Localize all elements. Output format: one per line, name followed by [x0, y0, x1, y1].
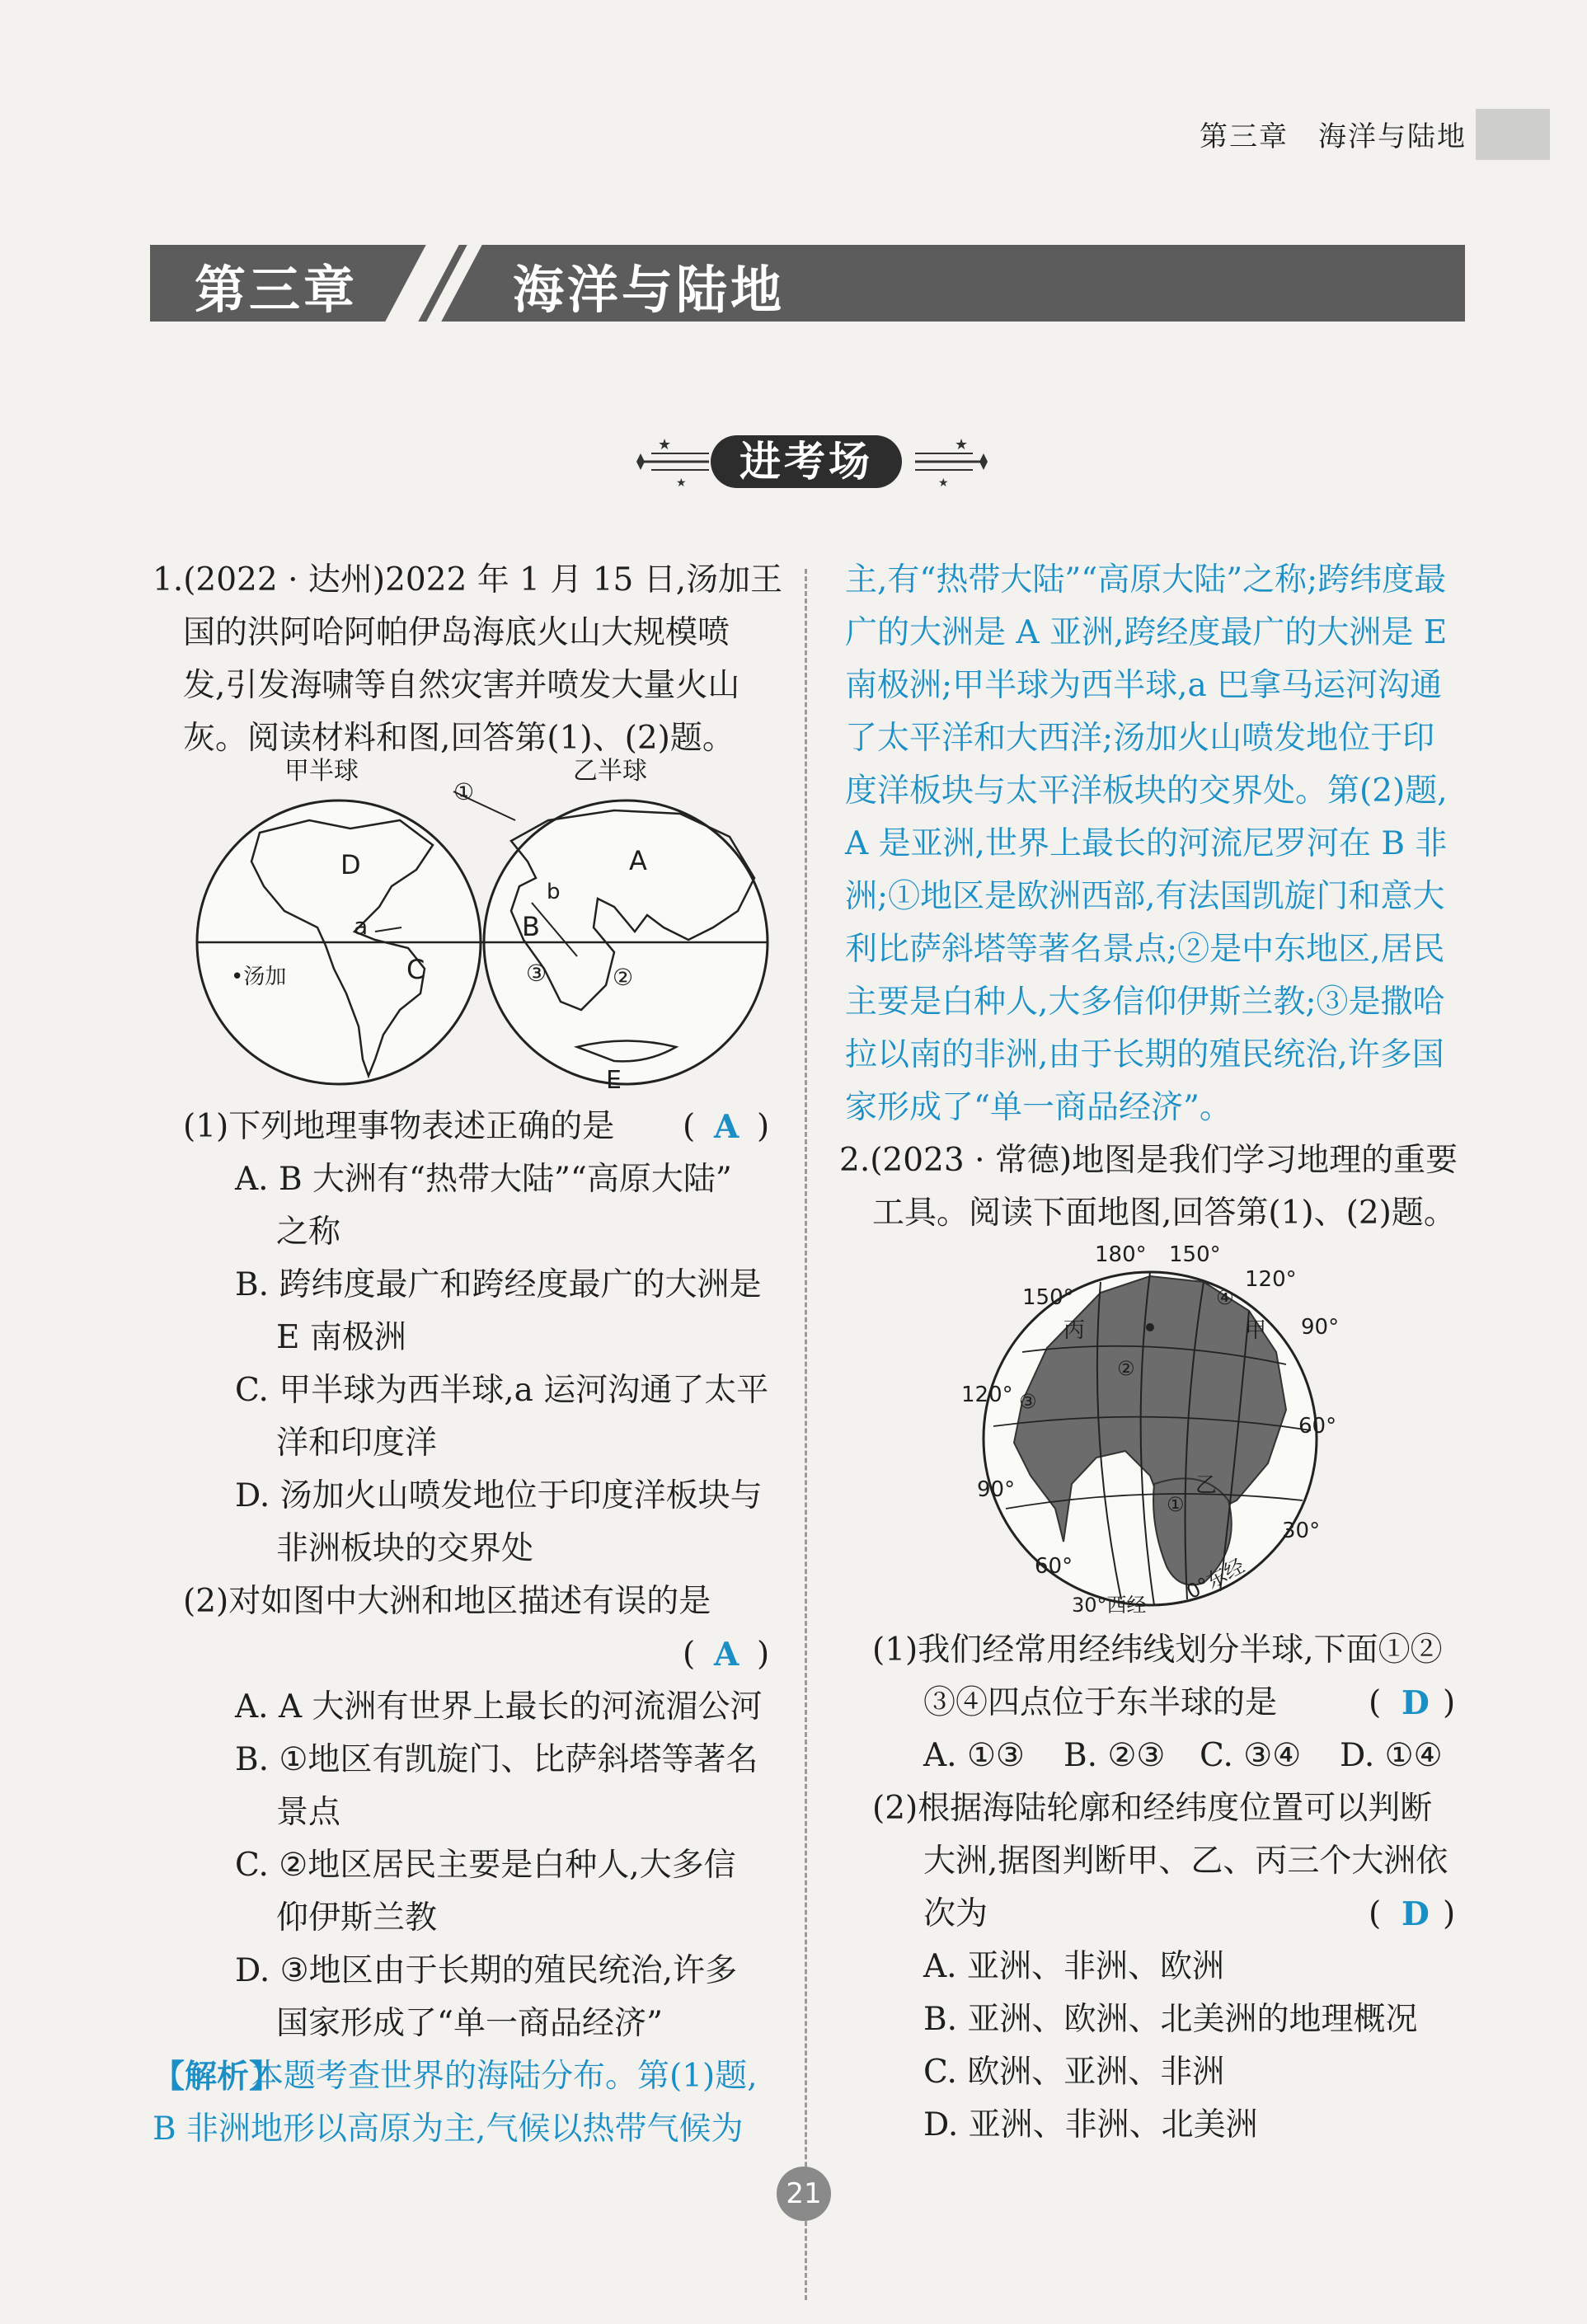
- globe-label-w30: 30°西经: [1072, 1594, 1147, 1617]
- q1-sub1-bracket-left: (: [683, 1108, 696, 1145]
- q2-sub1-option: A. ①③: [923, 1737, 1025, 1774]
- q2-sub2-option: D. 亚洲、非洲、北美洲: [923, 2106, 1258, 2143]
- globe-label-120b: 120°: [961, 1383, 1013, 1407]
- q1-sub2-bracket-left: (: [683, 1636, 696, 1673]
- svg-text:★: ★: [938, 477, 949, 490]
- header-shade: [1476, 109, 1550, 160]
- svg-text:★: ★: [658, 436, 672, 453]
- q1-sub1-option-cont: 非洲板块的交界处: [276, 1530, 534, 1567]
- q2-sub2-line: (2)根据海陆轮廓和经纬度位置可以判断: [872, 1790, 1433, 1827]
- q2-line: 工具。阅读下面地图,回答第(1)、(2)题。: [872, 1195, 1456, 1232]
- analysis-line: 主,有“热带大陆”“高原大陆”之称;跨纬度最: [845, 561, 1447, 599]
- label-b: b: [547, 880, 561, 904]
- q1-sub2-option: A. A 大洲有世界上最长的河流湄公河: [235, 1688, 763, 1725]
- q2-sub2-bracket-right: ): [1443, 1895, 1456, 1932]
- q1-sub1-option-cont: 洋和印度洋: [276, 1425, 438, 1462]
- q1-line: 灰。阅读材料和图,回答第(1)、(2)题。: [183, 720, 735, 757]
- q1-sub1-option: A. B 大洲有“热带大陆”“高原大陆”: [235, 1161, 732, 1198]
- running-head: 第三章 海洋与陆地: [1200, 120, 1467, 153]
- q2-sub1-option: B. ②③: [1063, 1737, 1166, 1774]
- q2-sub1-option: D. ①④: [1340, 1737, 1443, 1774]
- analysis-label: 【解析】: [153, 2058, 282, 2096]
- q2-sub2-option: C. 欧洲、亚洲、非洲: [923, 2054, 1225, 2091]
- q1-sub1-option-cont: 之称: [276, 1214, 341, 1251]
- q2-sub2-line: 次为: [923, 1895, 988, 1932]
- north-pole-dot: [1146, 1323, 1154, 1331]
- q1-sub2-option-cont: 景点: [276, 1794, 341, 1831]
- hemisphere-map: [185, 757, 779, 1095]
- q2-sub1-bracket-left: (: [1369, 1684, 1382, 1721]
- analysis-line: 主要是白种人,大多信仰伊斯兰教;③是撒哈: [845, 984, 1445, 1021]
- q1-sub1-answer: A: [714, 1108, 740, 1146]
- q2-sub1-option: C. ③④: [1200, 1737, 1302, 1774]
- q1-sub2-stem: (2)对如图中大洲和地区描述有误的是: [183, 1583, 711, 1620]
- q1-sub2-option: B. ①地区有凯旋门、比萨斜塔等著名: [235, 1741, 758, 1778]
- globe-label-bing: 丙: [1063, 1318, 1086, 1343]
- q2-sub2-answer: D: [1402, 1895, 1430, 1933]
- globe-label-60a: 60°: [1298, 1414, 1337, 1439]
- q1-sub2-option: D. ③地区由于长期的殖民统治,许多: [235, 1952, 738, 1989]
- q1-sub1-stem: (1)下列地理事物表述正确的是: [183, 1108, 615, 1145]
- analysis-line: 广的大洲是 A 亚洲,跨经度最广的大洲是 E: [845, 614, 1448, 651]
- q1-sub2-bracket-right: ): [757, 1636, 770, 1673]
- q1-sub1-option: C. 甲半球为西半球,a 运河沟通了太平: [235, 1372, 769, 1409]
- globe-label-150b: 150°: [1022, 1285, 1074, 1310]
- globe-map: [956, 1237, 1340, 1617]
- q2-sub1-line: (1)我们经常用经纬线划分半球,下面①②: [872, 1631, 1443, 1669]
- label-a: a: [354, 913, 369, 940]
- label-circle-1: ①: [453, 778, 475, 805]
- page-number: 21: [777, 2167, 831, 2221]
- q1-line: 发,引发海啸等自然灾害并喷发大量火山: [183, 667, 740, 704]
- analysis-line: 拉以南的非洲,由于长期的殖民统治,许多国: [845, 1036, 1444, 1073]
- banner-title: 海洋与陆地: [513, 260, 786, 320]
- svg-text:★: ★: [676, 477, 687, 490]
- east-hemisphere-label: 乙半球: [573, 757, 647, 786]
- globe-label-circle-1: ①: [1167, 1493, 1185, 1516]
- analysis-line: 家形成了“单一商品经济”。: [845, 1089, 1232, 1126]
- q1-sub1-option: D. 汤加火山喷发地位于印度洋板块与: [235, 1477, 763, 1514]
- q2-sub1-line: ③④四点位于东半球的是: [923, 1684, 1278, 1721]
- globe-label-yi: 乙: [1195, 1473, 1218, 1498]
- q1-line: 国的洪阿哈阿帕伊岛海底火山大规模喷: [183, 614, 730, 651]
- globe-label-60b: 60°: [1035, 1554, 1073, 1579]
- q1-sub2-option-cont: 仰伊斯兰教: [276, 1899, 438, 1937]
- q2-line: 2.(2023 · 常德)地图是我们学习地理的重要: [839, 1142, 1458, 1179]
- globe-label-e0: 0°东经: [1182, 1554, 1249, 1604]
- label-tonga: •汤加: [231, 965, 287, 989]
- analysis-line: 度洋板块与太平洋板块的交界处。第(2)题,: [845, 772, 1448, 810]
- west-hemisphere-label: 甲半球: [284, 757, 359, 786]
- label-circle-2: ②: [613, 964, 634, 991]
- analysis-line: 了太平洋和大西洋;汤加火山喷发地位于印: [845, 720, 1435, 757]
- globe-label-150a: 150°: [1169, 1242, 1221, 1267]
- globe-label-30a: 30°: [1282, 1519, 1321, 1543]
- analysis-line: B 非洲地形以高原为主,气候以热带气候为: [153, 2110, 744, 2148]
- svg-text:★: ★: [955, 436, 969, 453]
- q1-sub1-bracket-right: ): [757, 1108, 770, 1145]
- label-C: C: [406, 954, 425, 985]
- banner-chapter: 第三章: [195, 260, 359, 320]
- analysis-line: 洲;①地区是欧洲西部,有法国凯旋门和意大: [845, 878, 1445, 915]
- q2-sub1-bracket-right: ): [1443, 1684, 1456, 1721]
- q1-sub2-answer: A: [714, 1636, 740, 1674]
- q2-sub2-line: 大洲,据图判断甲、乙、丙三个大洲依: [923, 1843, 1448, 1880]
- label-D: D: [340, 849, 361, 880]
- q2-sub1-answer: D: [1402, 1684, 1430, 1722]
- q1-line: 1.(2022 · 达州)2022 年 1 月 15 日,汤加王: [153, 561, 783, 599]
- q2-sub2-bracket-left: (: [1369, 1895, 1382, 1932]
- globe-label-circle-3: ③: [1019, 1390, 1037, 1413]
- label-E: E: [606, 1066, 622, 1095]
- globe-label-180: 180°: [1095, 1242, 1147, 1267]
- q1-sub2-option: C. ②地区居民主要是白种人,大多信: [235, 1847, 736, 1884]
- column-divider: [805, 569, 807, 2300]
- globe-label-90a: 90°: [1301, 1315, 1340, 1340]
- q2-sub2-option: B. 亚洲、欧洲、北美洲的地理概况: [923, 2001, 1418, 2038]
- q1-sub1-option: B. 跨纬度最广和跨经度最广的大洲是: [235, 1266, 762, 1303]
- globe-label-circle-2: ②: [1117, 1357, 1135, 1380]
- analysis-line: A 是亚洲,世界上最长的河流尼罗河在 B 非: [845, 825, 1448, 862]
- section-stamp: 进考场: [711, 435, 902, 488]
- globe-label-90b: 90°: [977, 1477, 1016, 1502]
- globe-label-120a: 120°: [1245, 1267, 1297, 1292]
- q1-sub1-option-cont: E 南极洲: [276, 1319, 406, 1356]
- globe-label-jia: 甲: [1245, 1318, 1267, 1343]
- globe-label-circle-4: ④: [1216, 1286, 1234, 1309]
- analysis-line: 利比萨斜塔等著名景点;②是中东地区,居民: [845, 931, 1445, 968]
- label-circle-3: ③: [526, 960, 547, 987]
- label-B: B: [522, 911, 540, 942]
- label-A: A: [629, 845, 647, 876]
- analysis-line: 本题考查世界的海陆分布。第(1)题,: [251, 2058, 758, 2095]
- q1-sub2-option-cont: 国家形成了“单一商品经济”: [276, 2005, 663, 2042]
- q2-sub2-option: A. 亚洲、非洲、欧洲: [923, 1948, 1224, 1985]
- analysis-line: 南极洲;甲半球为西半球,a 巴拿马运河沟通: [845, 667, 1443, 704]
